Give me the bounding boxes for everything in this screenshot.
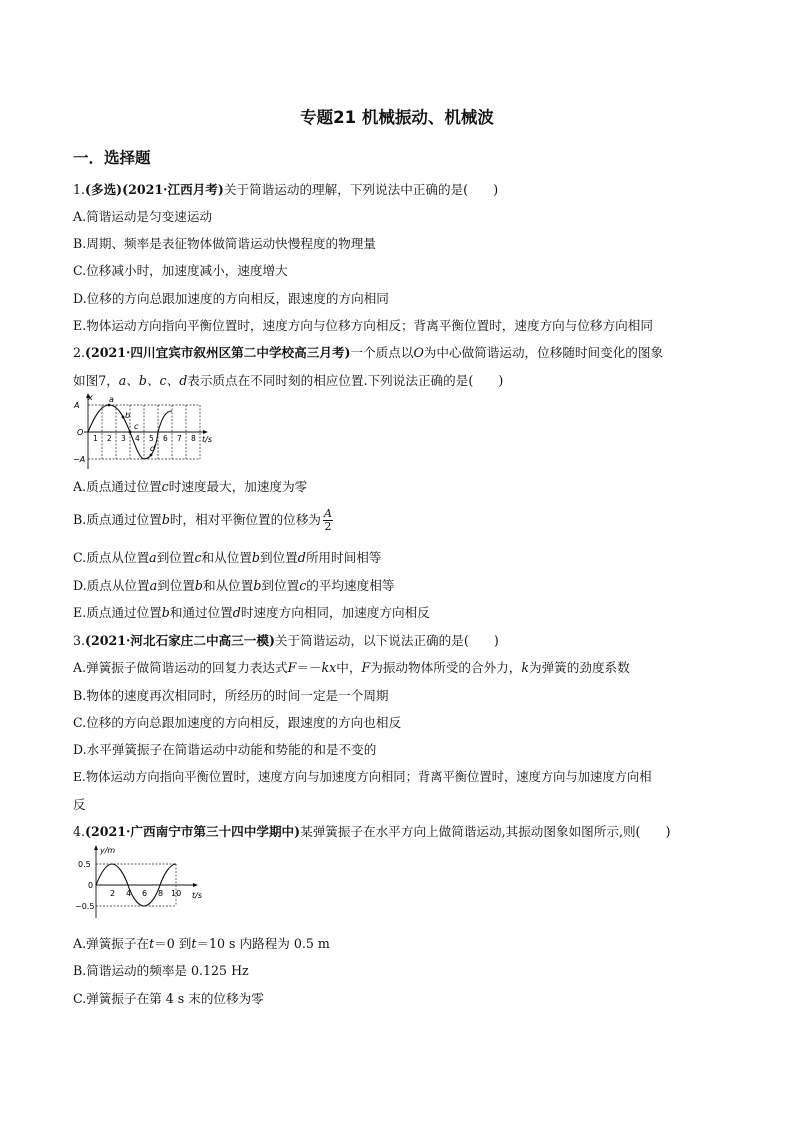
q2-graph-neg-amp-label: −A (73, 455, 86, 464)
q2-a-var: c (161, 479, 169, 494)
q4-stem-text: 某弹簧振子在水平方向上做简谐运动,其振动图象如图所示,则( ) (300, 824, 671, 839)
q2-source-tag: (2021·四川宜宾市叙州区第二中学校高三月考) (85, 345, 351, 360)
q1-option-c: C.位移减小时，加速度减小，速度增大 (73, 263, 288, 278)
q2-c-t3: 和从位置 (201, 550, 252, 565)
q3-option-e-line2: 反 (73, 797, 86, 812)
q2-c-v4: d (297, 550, 306, 565)
q2-vars-abcd: a、b、c、d (118, 373, 188, 388)
q4-a-t3: ＝10 s 内路程为 0.5 m (196, 936, 330, 951)
q2-number: 2. (73, 345, 86, 360)
q2-point-b (122, 416, 125, 419)
q3-a-t1: A.弹簧振子做简谐运动的回复力表达式 (73, 660, 288, 675)
q2-tick-label: 8 (191, 434, 196, 443)
q2-point-a (108, 404, 111, 407)
q2-tick-label: 1 (93, 434, 98, 443)
q3-stem-text: 关于简谐运动，以下说法正确的是( ) (274, 633, 499, 648)
q4-graph-bottom-label: −0.5 (75, 902, 95, 911)
q4-vibration-graph (74, 844, 214, 920)
q4-option-b: B.简谐运动的频率是 0.125 Hz (73, 963, 249, 978)
q2-b-text-1: B.质点通过位置 (73, 512, 162, 527)
q2-d-t2: 到位置 (157, 578, 195, 593)
q2-tick-label: 6 (163, 434, 168, 443)
q2-oscillation-graph (72, 393, 222, 471)
q2-graph-amp-label: A (74, 401, 80, 410)
q3-stem (73, 630, 499, 649)
q2-b-var: b (161, 512, 170, 527)
q4-a-t1: A.弹簧振子在 (73, 936, 150, 951)
q1-option-a: A.简谐运动是匀变速运动 (73, 209, 213, 224)
q1-option-e: E.物体运动方向指向平衡位置时，速度方向与位移方向相反；背离平衡位置时，速度方向与位移方向相同 (73, 318, 653, 333)
q2-e-v1: b (161, 605, 170, 620)
q2-point-d-label: d (150, 444, 156, 453)
q4-number: 4. (73, 824, 86, 839)
q2-stem-text-1: 一个质点以 (350, 345, 414, 360)
q4-a-var1: t (149, 936, 155, 951)
q2-c-t2: 到位置 (156, 550, 195, 565)
q2-stem-text-2: 为中心做简谐运动，位移随时间变化的图象 (423, 345, 664, 360)
q2-e-t1: E.质点通过位置 (73, 605, 162, 620)
q2-b-numerator: A (324, 507, 332, 520)
q4-option-c: C.弹簧振子在第 4 s 末的位移为零 (73, 991, 264, 1006)
q2-b-fraction (323, 508, 333, 533)
q3-a-k: k (521, 660, 529, 675)
q2-c-v2: c (194, 550, 202, 565)
q4-tick-label: 2 (110, 889, 116, 898)
q2-option-e (73, 602, 430, 621)
q3-a-f: F (287, 660, 297, 675)
q4-a-var2: t (191, 936, 197, 951)
q3-number: 3. (73, 633, 86, 648)
q4-graph-t-label: t/s (192, 891, 202, 900)
q2-tick-label: 5 (149, 434, 154, 443)
q3-source-tag: (2021·河北石家庄二中高三一模) (85, 633, 275, 648)
q2-a-text-1: A.质点通过位置 (73, 479, 162, 494)
q3-a-kx: kx (321, 660, 337, 675)
q2-b-text-2: 时，相对平衡位置的位移为 (169, 512, 322, 527)
q2-d-v3: b (253, 578, 262, 593)
q1-stem (73, 179, 498, 198)
q2-b-denominator: 2 (324, 520, 332, 533)
q2-a-text-2: 时速度最大，加速度为零 (168, 479, 308, 494)
q2-graph-y-label: x (88, 393, 93, 402)
q3-a-eq: ＝－ (296, 660, 322, 675)
q2-d-t4: 到位置 (261, 578, 300, 593)
q2-d-v2: b (194, 578, 203, 593)
q3-option-c: C.位移的方向总跟加速度的方向相反，跟速度的方向也相反 (73, 715, 402, 730)
q2-c-t4: 到位置 (259, 550, 298, 565)
q3-a-t2: 中， (336, 660, 362, 675)
q2-stem-line2 (73, 370, 503, 389)
q4-option-a (73, 933, 330, 952)
q2-e-t2: 和通过位置 (169, 605, 233, 620)
section-heading: 一．选择题 (73, 149, 151, 167)
q1-source-tag: (多选)(2021·江西月考) (85, 182, 224, 197)
q4-tick-label: 4 (126, 889, 132, 898)
q2-graph-t-label: t/s (202, 435, 212, 444)
q2-point-a-label: a (109, 395, 114, 404)
q2-option-c (73, 547, 381, 566)
q2-tick-label: 3 (121, 434, 126, 443)
q3-a-t4: 为弹簧的劲度系数 (528, 660, 630, 675)
q2-point-c-label: c (134, 422, 139, 431)
q2-c-t1: C.质点从位置 (73, 550, 150, 565)
q2-graph-origin-label: O (77, 428, 84, 437)
q2-var-o: O (413, 345, 424, 360)
q2-d-t1: D.质点从位置 (73, 578, 150, 593)
q2-d-v1: a (149, 578, 158, 593)
q3-option-a (73, 657, 630, 676)
q2-c-t5: 所用时间相等 (305, 550, 382, 565)
q2-option-d (73, 575, 394, 594)
q4-tick-label: 8 (158, 889, 164, 898)
q2-stem-line1 (73, 342, 663, 361)
q2-d-t5: 的平均速度相等 (306, 578, 395, 593)
q4-stem (73, 821, 671, 840)
q2-d-t3: 和从位置 (202, 578, 254, 593)
q2-e-v2: d (232, 605, 241, 620)
q4-a-t2: ＝0 到 (154, 936, 192, 951)
q4-graph-zero-label: 0 (88, 881, 94, 890)
q4-graph-y-label: y/m (100, 846, 116, 855)
q2-d-v4: c (299, 578, 307, 593)
q2-e-t3: 时速度方向相同，加速度方向相反 (240, 605, 430, 620)
q4-tick-label: 6 (142, 889, 148, 898)
q3-option-b: B.物体的速度再次相同时，所经历的时间一定是一个周期 (73, 688, 389, 703)
q2-tick-label: 4 (135, 434, 140, 443)
q1-stem-text: 关于简谐运动的理解，下列说法中正确的是( ) (223, 182, 499, 197)
q2-tick-label: 2 (107, 434, 112, 443)
q2-point-d (150, 454, 153, 457)
q2-stem-text-4: 表示质点在不同时刻的相应位置.下列说法正确的是( ) (187, 373, 504, 388)
q4-source-tag: (2021·广西南宁市第三十四中学期中) (85, 824, 301, 839)
page-title: 专题21 机械振动、机械波 (300, 108, 494, 127)
q2-option-a (73, 476, 307, 495)
q2-c-v1: a (149, 550, 157, 565)
q3-a-f2: F (361, 660, 371, 675)
q1-option-b: B.周期、频率是表征物体做简谐运动快慢程度的物理量 (73, 236, 376, 251)
q2-stem-text-3: 如图7， (73, 373, 119, 388)
q2-c-v3: b (251, 550, 260, 565)
q3-option-e-line1: E.物体运动方向指向平衡位置时，速度方向与加速度方向相同；背离平衡位置时，速度方向与加速度方向相 (73, 770, 652, 784)
q3-option-d: D.水平弹簧振子在简谐运动中动能和势能的和是不变的 (73, 742, 377, 757)
q3-a-t3: 为振动物体所受的合外力， (370, 660, 522, 675)
q1-number: 1. (73, 182, 86, 197)
q2-point-c (129, 431, 132, 434)
q4-graph-top-label: 0.5 (78, 860, 91, 869)
q1-option-d: D.位移的方向总跟加速度的方向相反，跟速度的方向相同 (73, 291, 389, 306)
q2-point-b-label: b (125, 411, 131, 420)
q2-option-b (73, 508, 333, 533)
q4-tick-label: 10 (171, 889, 182, 898)
q2-tick-label: 7 (177, 434, 182, 443)
